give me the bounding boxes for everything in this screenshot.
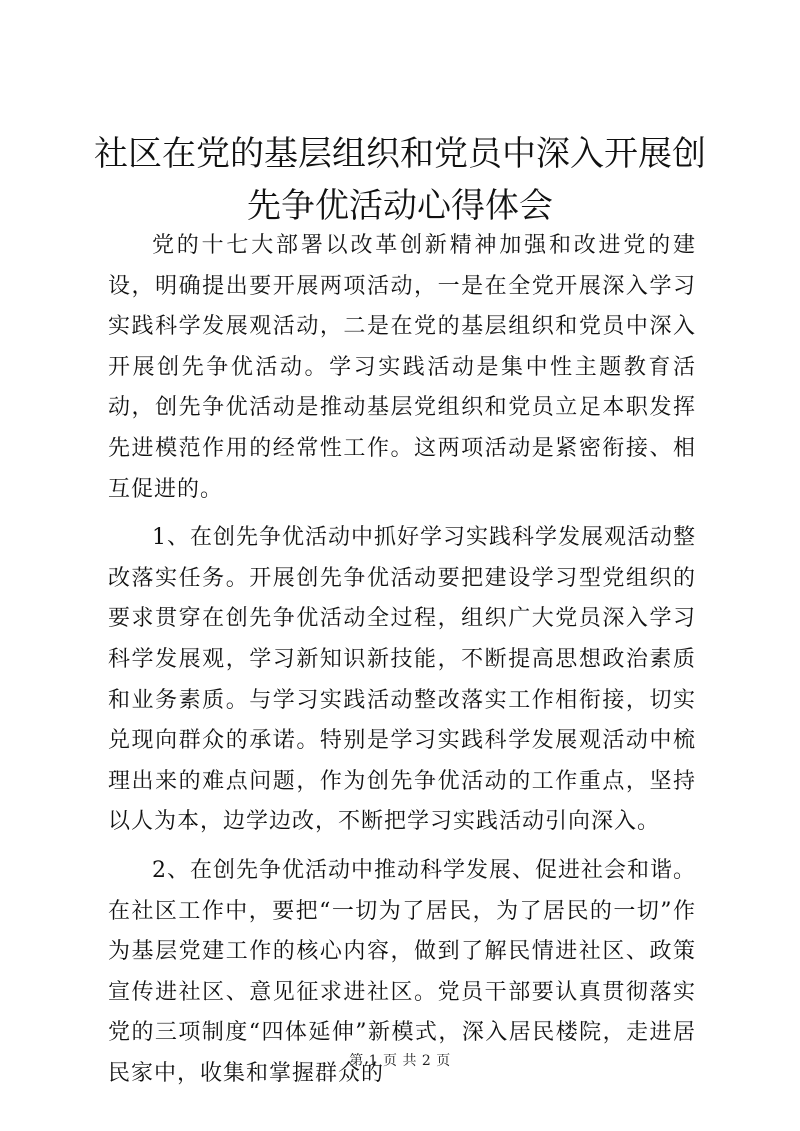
paragraph-intro: 党的十七大部署以改革创新精神加强和改进党的建设，明确提出要开展两项活动，一是在全党开展深入学习实践科学发展观活动，二是在党的基层组织和党员中深入开展创先争优活动。学习实践活动是集中性主题教育活动，创先争优活动是推动基层党组织和党员立足本职发挥先进模范作用的经常性工作。这两项活动是紧密衔接、相互促进的。: [108, 233, 696, 502]
paragraph-item-2: 2、在创先争优活动中推动科学发展、促进社会和谐。在社区工作中，要把“一切为了居民，为了居民的一切”作为基层党建工作的核心内容，做到了解民情进社区、政策宣传进社区、意见征求进社区。党员干部要认真贯彻落实党的三项制度“四体延伸”新模式，深入居民楼院，走进居民家中，收集和掌握群众的: [108, 857, 696, 1086]
document-title: 社区在党的基层组织和党员中深入开展创先争优活动心得体会: [94, 134, 706, 226]
document-body: [108, 226, 696, 1102]
paragraph-item-1: 1、在创先争优活动中抓好学习实践科学发展观活动整改落实任务。开展创先争优活动要把建设学习型党组织的要求贯穿在创先争优活动全过程，组织广大党员深入学习科学发展观，学习新知识新技能，不断提高思想政治素质和业务素质。与学习实践活动整改落实工作相衔接，切实兑现向群众的承诺。特别是学习实践科学发展观活动中梳理出来的难点问题，作为创先争优活动的工作重点，坚持以人为本，边学边改，不断把学习实践活动引向深入。: [108, 525, 696, 835]
page-number-footer: 第 1 页 共 2 页: [349, 1053, 451, 1069]
